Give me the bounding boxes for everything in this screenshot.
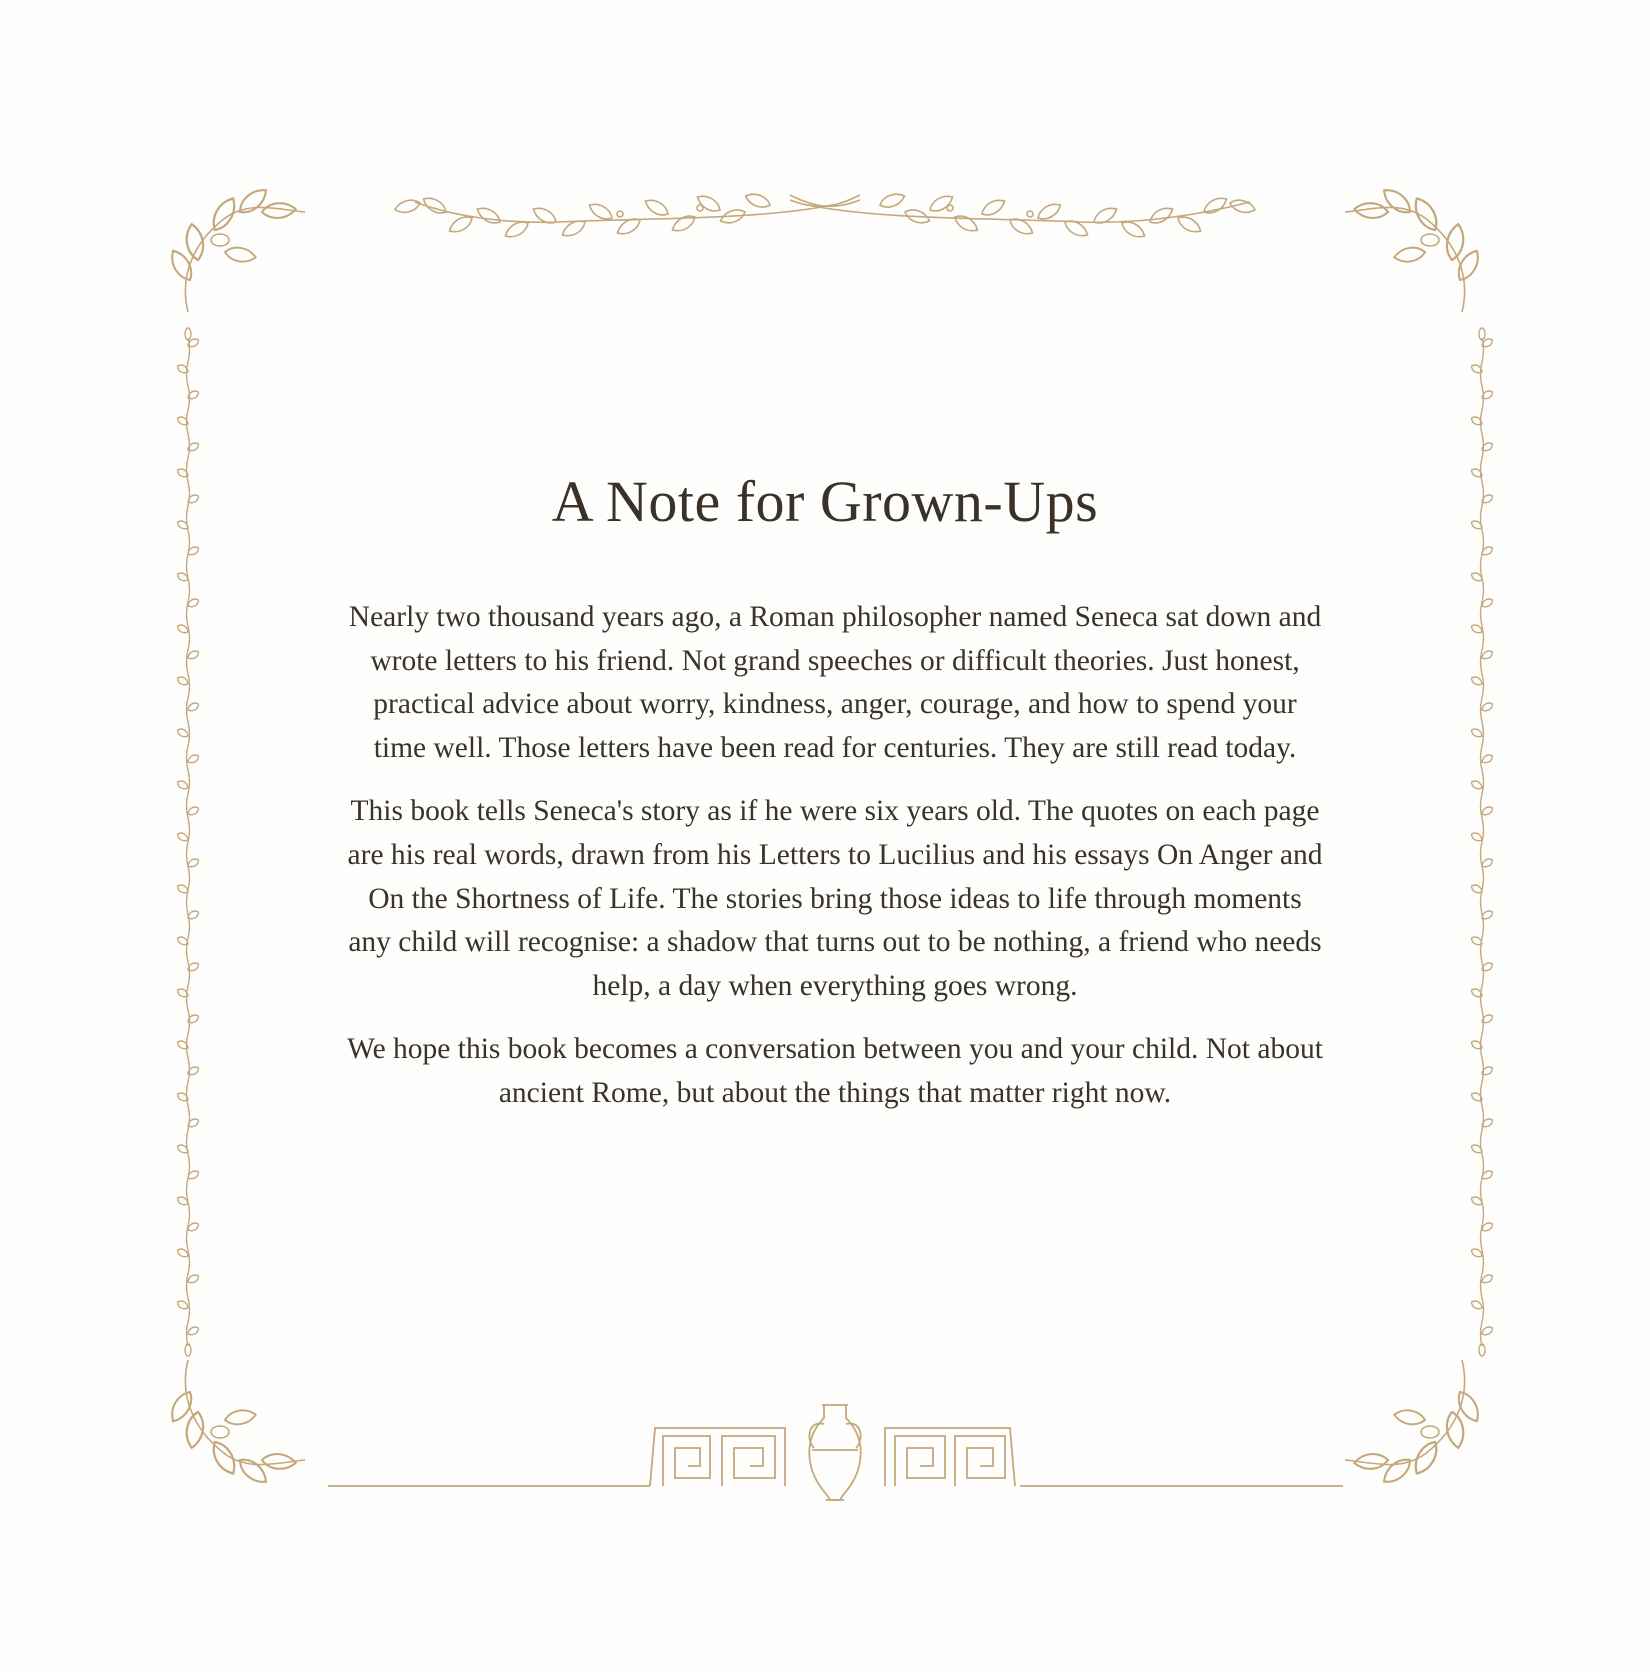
- olive-branch-icon: [167, 1360, 305, 1487]
- paragraph: We hope this book becomes a conversation between you and your child. Not about ancient Rome, but about the things that matter right now.: [347, 1033, 1323, 1109]
- amphora-icon: [809, 1405, 860, 1500]
- paragraph: Nearly two thousand years ago, a Roman philosopher named Seneca sat down and wrote letters to his friend. Not grand speeches or difficult theories. Just honest, practical advice about worry, kindness, anger, courage, and how to spend your time well. Those letters have been read for centuries. They are still read today.: [348, 601, 1322, 764]
- paragraph: This book tells Seneca's story as if he were six years old. The quotes on each page are his real words, drawn from his Letters to Lucilius and his essays On Anger and On the Shortness of Life. The stories bring those ideas to life through moments any child will recognise: a shadow that turns out to be nothing, a friend who needs help, a day when everything goes wrong.: [347, 795, 1323, 1002]
- note-body: [345, 596, 1325, 1136]
- olive-branch-icon: [1345, 1360, 1483, 1487]
- olive-branch-icon: [167, 185, 305, 312]
- laurel-garland-icon: [393, 191, 1256, 241]
- page-title: A Note for Grown-Ups: [551, 469, 1099, 534]
- olive-branch-icon: [1345, 185, 1483, 312]
- greek-key-icon: [328, 1428, 1343, 1486]
